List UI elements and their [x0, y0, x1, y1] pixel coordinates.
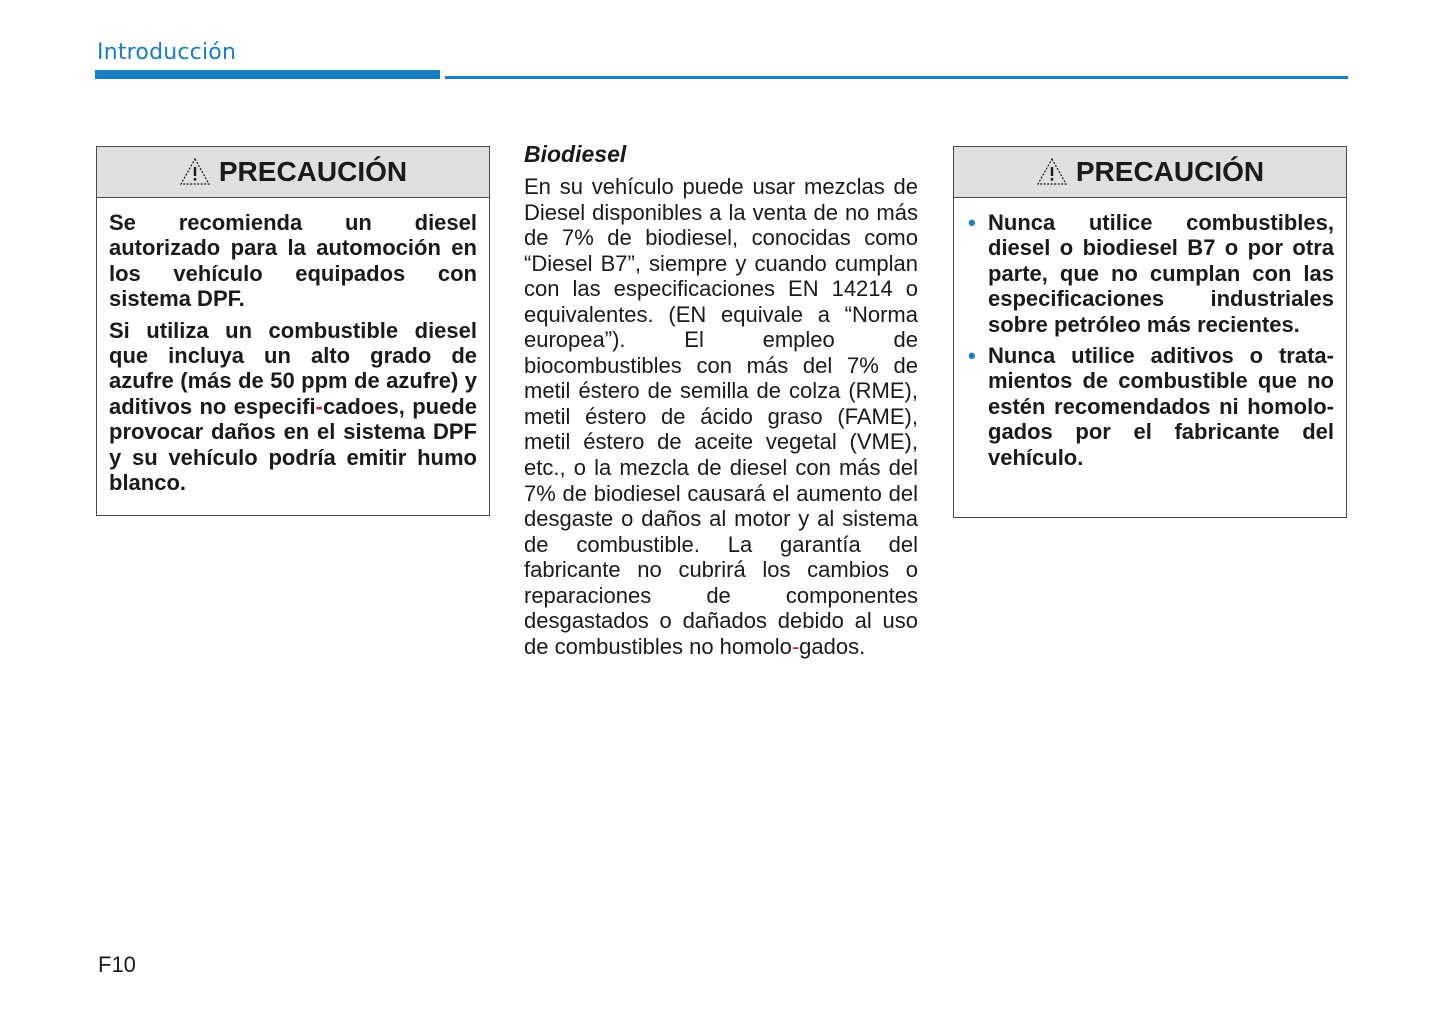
caution-paragraph: Se recomienda un diesel autorizado para la automoción en los vehículo equipados con sistema DPF.: [109, 210, 477, 312]
bullet-icon: •: [968, 343, 976, 369]
warning-triangle-icon: [179, 157, 211, 187]
caution-text: cadoes, puede provocar daños en el sistema DPF y su vehículo podría emitir humo blanco.: [109, 393, 477, 496]
caution-item-text: Nunca utilice combustibles, diesel o biodiesel B7 o por otra parte, que no cumplan con las especificaciones industriales sobre petróleo más recientes.: [988, 210, 1334, 337]
caution-item-text: Nunca utilice aditivos o trata-mientos de combustible que no estén recomendados ni homolo-gados por el fabricante del vehículo.: [988, 343, 1334, 470]
caution-box-right: [953, 146, 1347, 518]
body-text: gados.: [799, 633, 866, 659]
page-number: F10: [98, 952, 136, 977]
caution-heading: PRECAUCIÓN: [218, 156, 408, 187]
section-title: Introducción: [97, 40, 237, 65]
caution-heading: PRECAUCIÓN: [1075, 156, 1265, 187]
hyphen-mark: -: [791, 633, 800, 659]
body-paragraph: [524, 174, 918, 659]
caution-body: [954, 198, 1346, 488]
caution-list: [966, 210, 1334, 470]
header-rule-thin: [445, 76, 1348, 79]
body-text: En su vehículo puede usar mezclas de Diesel disponibles a la venta de no más de 7% de biodiesel, conocidas como “Diesel B7”, siempre y cuando cumplan con las especificaciones EN 14214 o equivalentes. (EN equivale a “Norma europea”). El empleo de biocombustibles con más del 7% de metil éstero de semilla de colza (RME), metil éstero de ácido graso (FAME), metil éstero de aceite vegetal (VME), etc., o la mezcla de diesel con más del 7% de biodiesel causará el aumento del desgaste o daños al motor y al sistema de combustible. La garantía del fabricante no cubrirá los cambios o reparaciones de componentes desgastados o dañados debido al uso de combustibles no homolo: [524, 174, 918, 659]
warning-triangle-icon: [1036, 157, 1068, 187]
caution-header: [97, 147, 489, 198]
caution-paragraph: [109, 318, 477, 496]
caution-list-item: [966, 343, 1334, 470]
section-subtitle: Biodiesel: [524, 141, 627, 167]
caution-header: [954, 147, 1346, 198]
caution-text: Si utiliza un combustible diesel que incluya un alto grado de azufre (más de 50 ppm de azufre) y aditivos no especifi: [109, 317, 477, 419]
caution-box-left: [96, 146, 490, 516]
caution-body: [97, 198, 489, 513]
biodiesel-section: [524, 140, 918, 659]
caution-list-item: [966, 210, 1334, 337]
hyphen-mark: -: [315, 393, 323, 419]
header-rule-thick: [95, 70, 440, 79]
bullet-icon: •: [968, 210, 976, 235]
